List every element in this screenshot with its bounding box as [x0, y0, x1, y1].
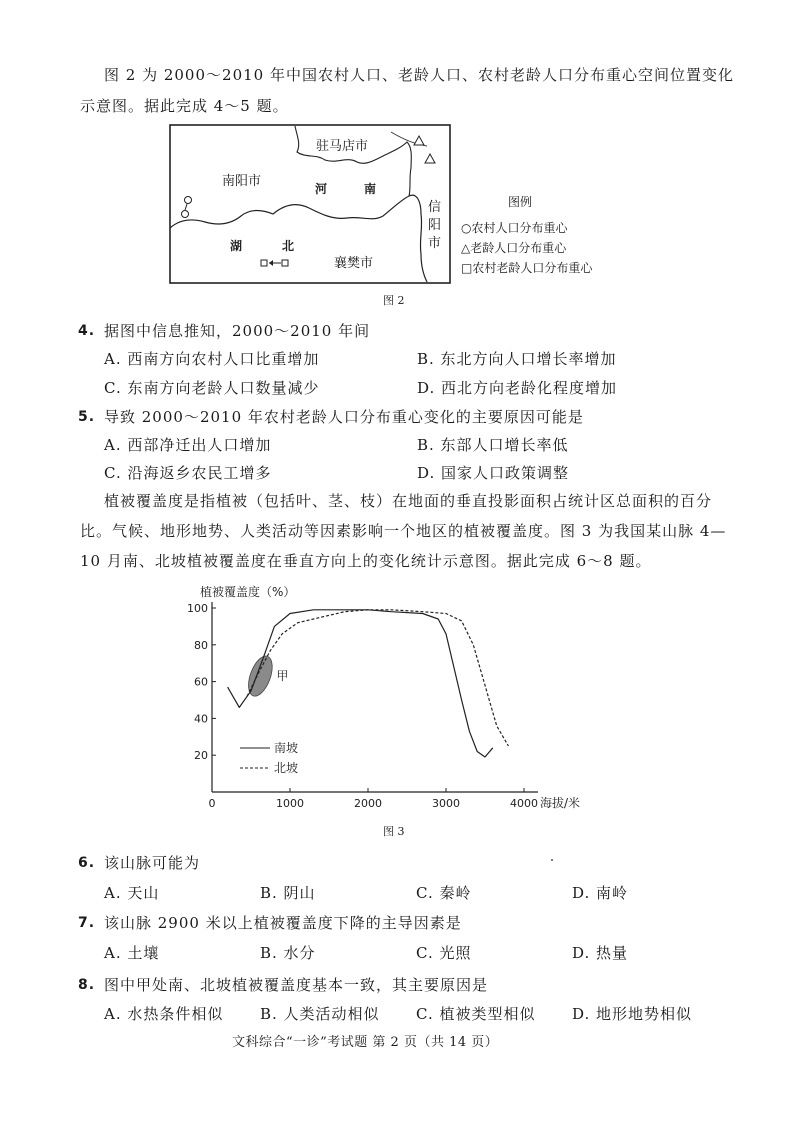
option-b: B. 人类活动相似	[260, 1005, 380, 1023]
option-b: B. 阴山	[260, 884, 316, 902]
x-tick-label: 0	[208, 797, 216, 810]
legend-title: 图例	[508, 195, 533, 209]
question-stem: 图中甲处南、北坡植被覆盖度基本一致，其主要原因是	[104, 976, 489, 994]
question-number: 8.	[78, 977, 96, 993]
map-label-zhumadian: 驻马店市	[316, 139, 369, 154]
option-d: D. 西北方向老龄化程度增加	[417, 379, 618, 397]
y-tick-label: 80	[194, 638, 208, 652]
question-stem: 导致 2000～2010 年农村老龄人口分布重心变化的主要原因可能是	[104, 408, 584, 426]
rural-population-centroid-marker	[182, 197, 192, 218]
legend-item-elderly-population: △老龄人口分布重心	[461, 241, 567, 255]
legend-label: 北坡	[274, 761, 299, 775]
option-c: C. 秦岭	[416, 884, 472, 902]
option-c: C. 东南方向老龄人口数量减少	[104, 379, 320, 397]
fig2-map	[169, 124, 451, 284]
option-c: C. 光照	[416, 944, 472, 962]
option-a: A. 水热条件相似	[104, 1005, 224, 1023]
option-a: A. 西部净迁出人口增加	[104, 436, 272, 454]
map-label-hubei-2: 北	[282, 239, 295, 253]
page-footer: 文科综合“一诊”考试题 第 2 页（共 14 页）	[232, 1035, 499, 1050]
option-d: D. 热量	[572, 944, 629, 962]
map-label-xiangfan: 襄樊市	[334, 256, 374, 271]
intro-text-line: 植被覆盖度是指植被（包括叶、茎、枝）在地面的垂直投影面积占统计区总面积的百分	[104, 492, 713, 510]
option-c: C. 沿海返乡农民工增多	[104, 464, 272, 482]
question-stem: 该山脉 2900 米以上植被覆盖度下降的主导因素是	[104, 914, 462, 932]
annotation-label-jia: 甲	[276, 669, 289, 684]
x-tick-label: 1000	[276, 797, 304, 810]
map-label-hubei-1: 湖	[230, 239, 243, 253]
rural-elderly-population-centroid-marker	[261, 260, 288, 266]
intro-text-line: 示意图。据此完成 4～5 题。	[80, 97, 289, 115]
option-b: B. 东部人口增长率低	[417, 436, 569, 454]
y-tick-label: 40	[194, 712, 208, 726]
map-label-henan-1: 河	[315, 182, 328, 196]
fig3-caption: 图 3	[383, 825, 405, 838]
legend-item-rural-elderly-population: □农村老龄人口分布重心	[461, 261, 593, 275]
fig3-chart	[180, 578, 620, 810]
question-number: 5.	[78, 409, 96, 425]
question-stem: 该山脉可能为	[104, 854, 201, 872]
option-d: D. 国家人口政策调整	[417, 464, 570, 482]
question-number: 4.	[78, 323, 96, 339]
y-tick-label: 60	[194, 675, 208, 689]
map-label-xinyang-1: 信	[428, 200, 442, 215]
y-axis-title: 植被覆盖度（%）	[200, 585, 296, 599]
option-a: A. 土壤	[104, 944, 160, 962]
x-tick-label: 3000	[432, 797, 460, 810]
question-number: 6.	[78, 855, 96, 871]
legend-label: 南坡	[274, 741, 299, 755]
elderly-population-centroid-marker	[414, 136, 435, 163]
x-tick-label: 4000	[510, 797, 538, 810]
y-tick-label: 100	[187, 602, 208, 615]
map-label-xinyang-3: 市	[428, 236, 442, 251]
x-axis-title: 海拔/米	[540, 796, 581, 810]
option-d: D. 南岭	[572, 884, 629, 902]
option-a: A. 西南方向农村人口比重增加	[104, 350, 320, 368]
option-a: A. 天山	[104, 884, 160, 902]
intro-text-line: 比。气候、地形地势、人类活动等因素影响一个地区的植被覆盖度。图 3 为我国某山脉 4—	[80, 522, 727, 540]
option-d: D. 地形地势相似	[572, 1005, 693, 1023]
question-stem: 据图中信息推知，2000～2010 年间	[104, 322, 371, 340]
y-tick-label: 20	[194, 749, 208, 763]
legend-item-rural-population: ○农村人口分布重心	[461, 221, 568, 235]
question-number: 7.	[78, 915, 96, 931]
map-label-nanyang: 南阳市	[222, 174, 262, 189]
option-b: B. 东北方向人口增长率增加	[417, 350, 617, 368]
map-label-xinyang-2: 阳	[428, 218, 442, 233]
annotation-ellipse-jia	[244, 653, 277, 699]
x-tick-label: 2000	[354, 797, 382, 810]
fig2-caption: 图 2	[383, 294, 405, 307]
intro-text-line: 图 2 为 2000～2010 年中国农村人口、老龄人口、农村老龄人口分布重心空间位置变化	[104, 66, 734, 84]
map-label-henan-2: 南	[364, 182, 377, 196]
option-b: B. 水分	[260, 944, 316, 962]
option-c: C. 植被类型相似	[416, 1005, 536, 1023]
intro-text-line: 10 月南、北坡植被覆盖度在垂直方向上的变化统计示意图。据此完成 6～8 题。	[80, 552, 652, 570]
